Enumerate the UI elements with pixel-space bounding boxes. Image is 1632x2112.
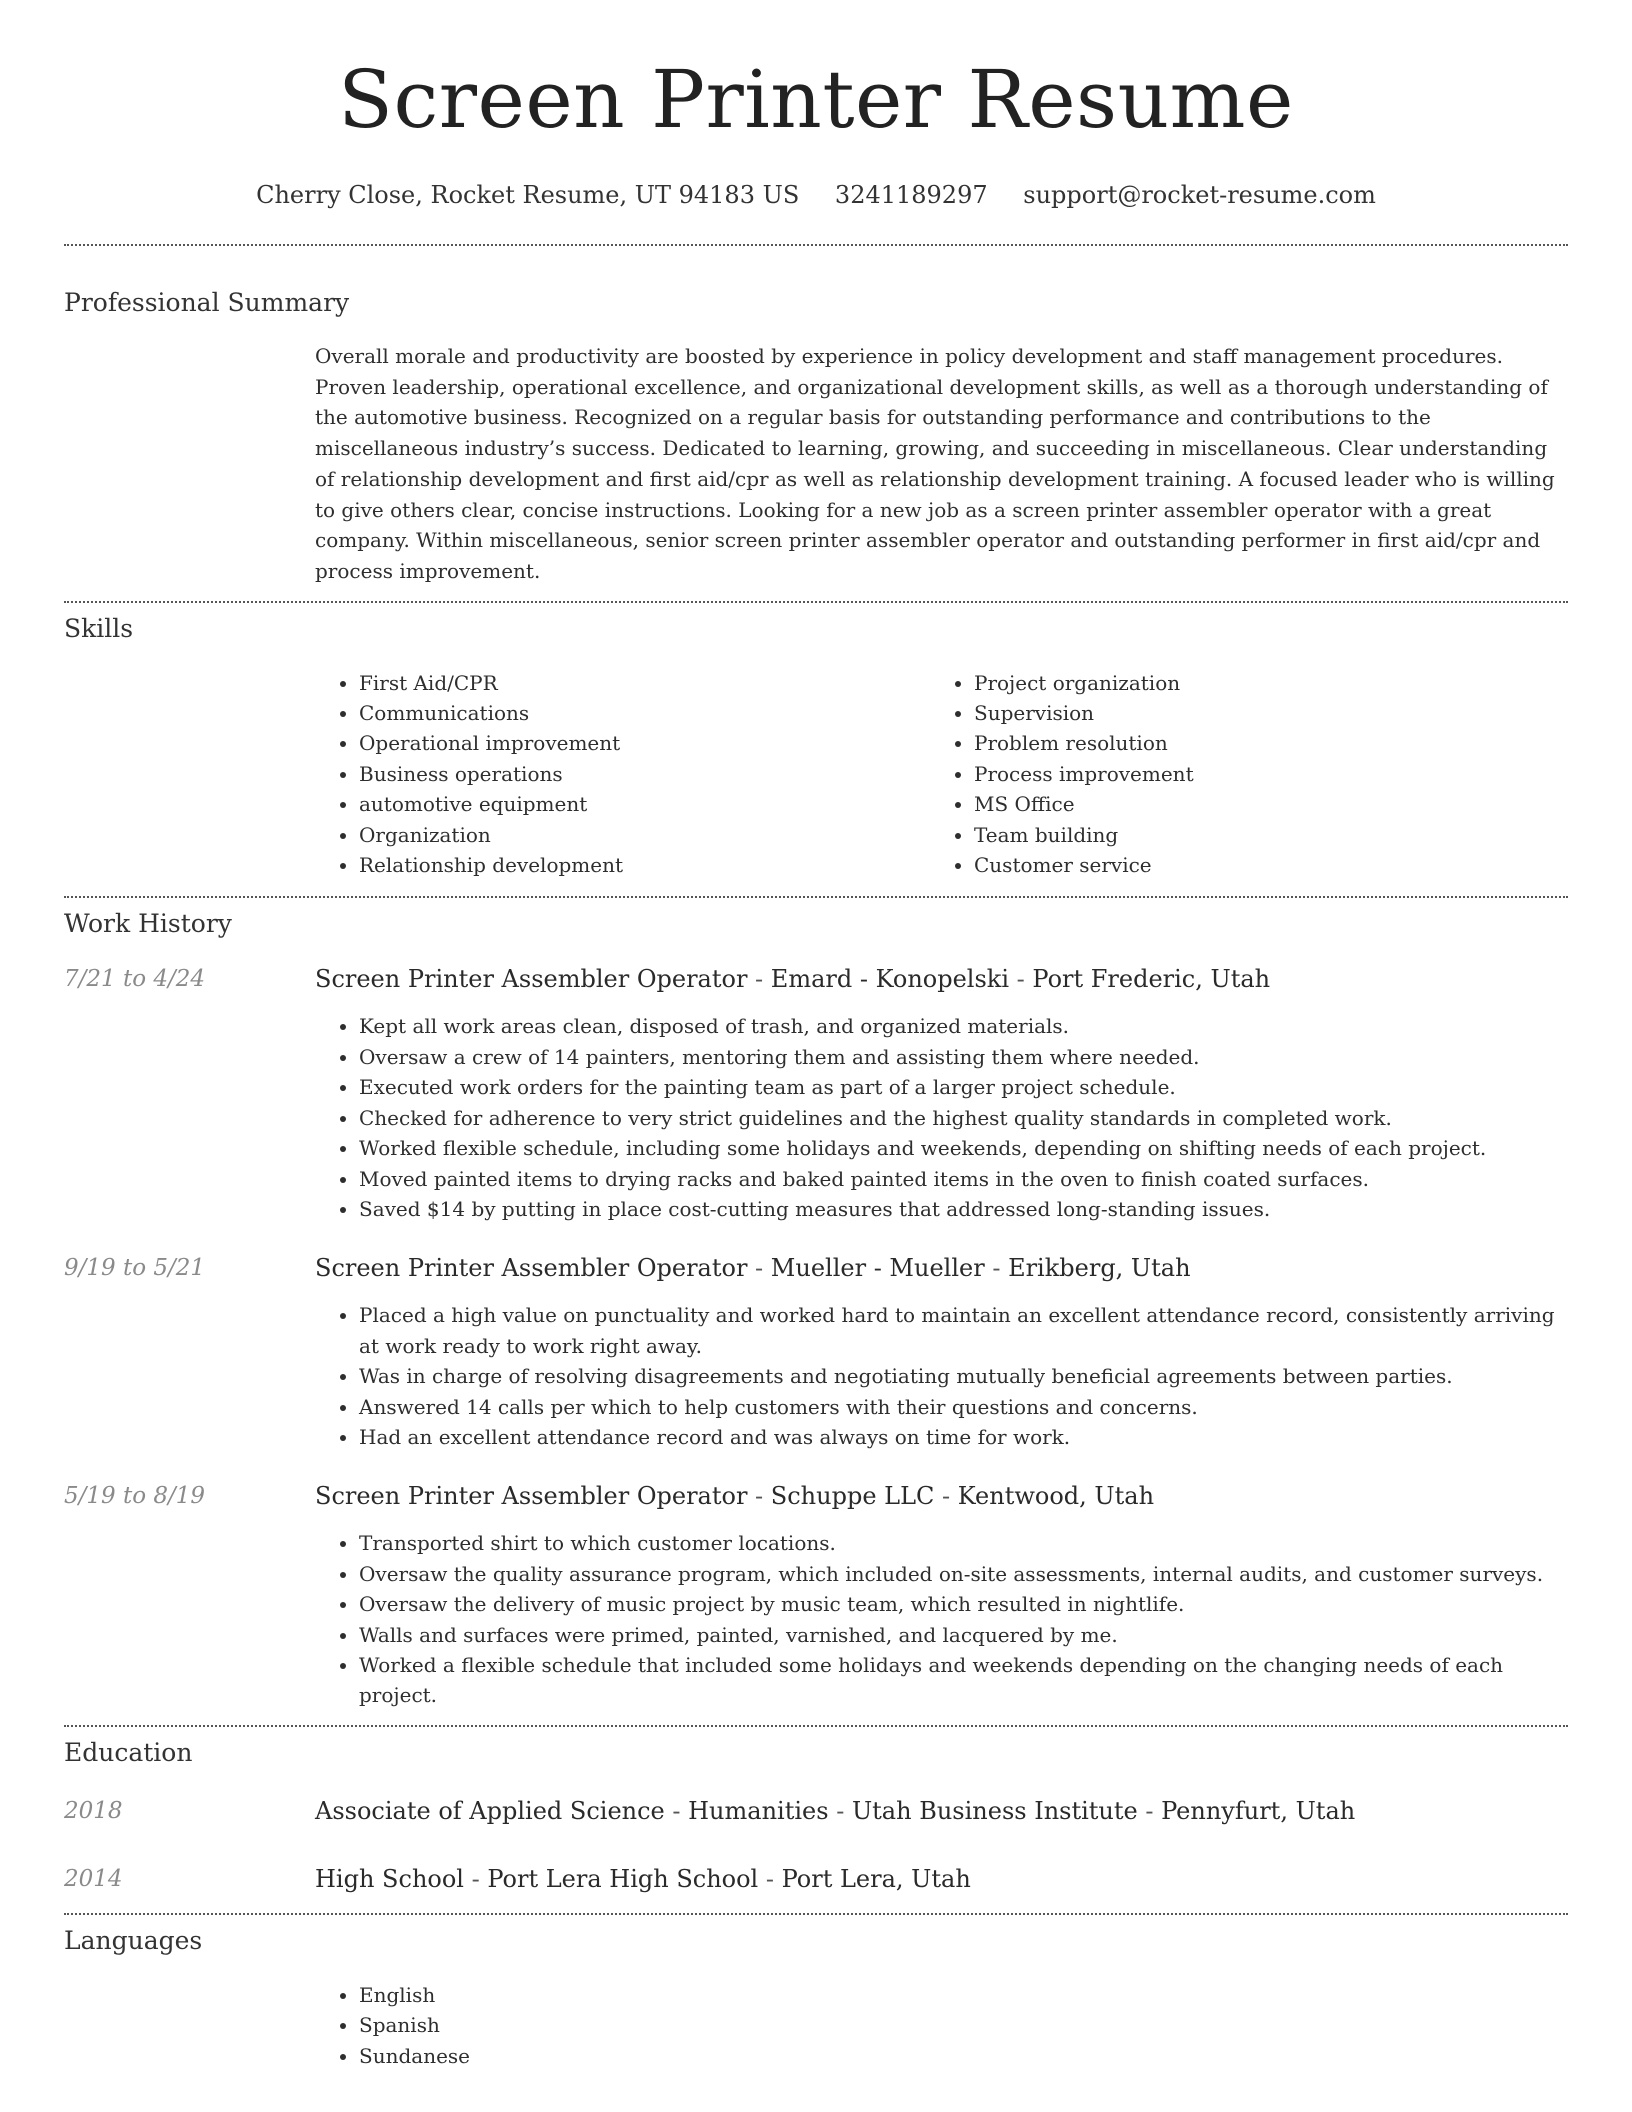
education-heading: Education: [64, 1737, 193, 1767]
job-bullet: • Oversaw the delivery of music project by music team, which resulted in nightlife.: [359, 1589, 1568, 1619]
job-dates: 7/21 to 4/24: [64, 966, 206, 993]
summary-heading: Professional Summary: [64, 288, 350, 317]
education-entry: [64, 1863, 1568, 1895]
skill-item: • Supervision: [974, 698, 1545, 728]
contact-line: [64, 180, 1568, 210]
languages-heading: Languages: [64, 1925, 203, 1955]
job-location: Port Frederic, Utah: [1032, 965, 1271, 994]
contact-address: Cherry Close, Rocket Resume, UT 94183 US: [256, 181, 800, 209]
contact-phone: 3241189297: [834, 181, 988, 209]
job-dates: 5/19 to 8/19: [64, 1483, 206, 1510]
job-bullet: • Worked a flexible schedule that included some holidays and weekends depending on the changing needs of each project.: [359, 1650, 1568, 1711]
education-field: Humanities: [688, 1796, 829, 1825]
language-item: • Sundanese: [359, 2041, 1568, 2071]
job-location: Erikberg, Utah: [1008, 1254, 1191, 1283]
job-bullet: • Checked for adherence to very strict guidelines and the highest quality standards in completed work.: [359, 1103, 1568, 1133]
skill-item: • Communications: [359, 698, 930, 728]
job-bullet: • Kept all work areas clean, disposed of trash, and organized materials.: [359, 1011, 1568, 1041]
job-role: Screen Printer Assembler Operator: [315, 965, 748, 994]
job-bullet: • Had an excellent attendance record and was always on time for work.: [359, 1422, 1568, 1452]
job-location: Kentwood, Utah: [957, 1482, 1155, 1511]
job-bullet: • Placed a high value on punctuality and worked hard to maintain an excellent attendance record, consistently arriving at work ready to work right away.: [359, 1300, 1568, 1361]
skills-heading: Skills: [64, 613, 134, 643]
skills-section: [64, 603, 1568, 881]
skill-item: • automotive equipment: [359, 789, 930, 819]
skill-item: • Organization: [359, 820, 930, 850]
language-item: • Spanish: [359, 2010, 1568, 2040]
job-bullet: • Walls and surfaces were primed, painted, varnished, and lacquered by me.: [359, 1620, 1568, 1650]
education-location: Pennyfurt, Utah: [1161, 1796, 1356, 1825]
languages-list: [315, 1980, 1568, 2071]
education-section: [64, 1727, 1568, 1895]
job-heading: Screen Printer Assembler Operator - Emard - Konopelski - Port Frederic, Utah: [315, 965, 1271, 994]
job-entry: [64, 1480, 1568, 1710]
skill-item: • Operational improvement: [359, 728, 930, 758]
skill-item: • Relationship development: [359, 850, 930, 880]
job-bullets: [315, 1011, 1568, 1224]
skills-list-right: [930, 668, 1545, 881]
job-bullet: • Was in charge of resolving disagreements and negotiating mutually beneficial agreements between parties.: [359, 1361, 1568, 1391]
job-bullet: • Saved $14 by putting in place cost-cutting measures that addressed long-standing issues.: [359, 1194, 1568, 1224]
job-entry: [64, 963, 1568, 1224]
job-bullet: • Oversaw a crew of 14 painters, mentoring them and assisting them where needed.: [359, 1042, 1568, 1072]
skill-item: • Project organization: [974, 668, 1545, 698]
skill-item: • Problem resolution: [974, 728, 1545, 758]
work-history-section: [64, 898, 1568, 1710]
job-bullet: • Transported shirt to which customer locations.: [359, 1528, 1568, 1558]
job-bullet: • Moved painted items to drying racks and baked painted items in the oven to finish coated surfaces.: [359, 1164, 1568, 1194]
job-bullet: • Worked flexible schedule, including some holidays and weekends, depending on shifting needs of each project.: [359, 1133, 1568, 1163]
resume-page: [64, 0, 1568, 2071]
skill-item: • MS Office: [974, 789, 1545, 819]
language-item: • English: [359, 1980, 1568, 2010]
skill-item: • Team building: [974, 820, 1545, 850]
education-degree: High School: [315, 1864, 464, 1893]
education-school: Utah Business Institute: [851, 1796, 1138, 1825]
job-role: Screen Printer Assembler Operator: [315, 1482, 748, 1511]
job-bullets: [315, 1528, 1568, 1710]
job-company: Emard - Konopelski: [770, 965, 1010, 994]
resume-title: Screen Printer Resume: [338, 53, 1294, 146]
education-heading-line: High School - Port Lera High School - Port Lera, Utah: [315, 1864, 971, 1893]
contact-email: support@rocket-resume.com: [1023, 181, 1376, 209]
education-year: 2014: [64, 1865, 123, 1892]
job-heading: Screen Printer Assembler Operator - Mueller - Mueller - Erikberg, Utah: [315, 1254, 1191, 1283]
skill-item: • First Aid/CPR: [359, 668, 930, 698]
skills-list-left: [315, 668, 930, 881]
summary-section: [64, 246, 1568, 587]
education-location: Port Lera, Utah: [781, 1864, 971, 1893]
education-year: 2018: [64, 1797, 123, 1824]
skill-item: • Customer service: [974, 850, 1545, 880]
job-bullet: • Oversaw the quality assurance program, which included on-site assessments, internal audits, and customer surveys.: [359, 1559, 1568, 1589]
job-bullets: [315, 1300, 1568, 1452]
job-heading: Screen Printer Assembler Operator - Schuppe LLC - Kentwood, Utah: [315, 1482, 1155, 1511]
job-dates: 9/19 to 5/21: [64, 1255, 206, 1282]
education-school: Port Lera High School: [487, 1864, 759, 1893]
education-entry: [64, 1795, 1568, 1827]
summary-text: Overall morale and productivity are boosted by experience in policy development and staff management procedures. Proven leadership, operational excellence, and organizational development skills, as well as a thorough understanding of the automotive business. Recognized on a regular basis for outstanding performance and contributions to the miscellaneous industry’s success. Dedicated to learning, growing, and succeeding in miscellaneous. Clear understanding of relationship development and first aid/cpr as well as relationship development training. A focused leader who is willing to give others clear, concise instructions. Looking for a new job as a screen printer assembler operator with a great company. Within miscellaneous, senior screen printer assembler operator and outstanding performer in first aid/cpr and process improvement.: [315, 344, 1555, 583]
education-degree: Associate of Applied Science: [315, 1796, 665, 1825]
skill-item: • Process improvement: [974, 759, 1545, 789]
education-heading-line: Associate of Applied Science - Humanities - Utah Business Institute - Pennyfurt, Utah: [315, 1796, 1356, 1825]
job-bullet: • Answered 14 calls per which to help customers with their questions and concerns.: [359, 1392, 1568, 1422]
languages-section: [64, 1915, 1568, 2071]
job-role: Screen Printer Assembler Operator: [315, 1254, 748, 1283]
job-company: Mueller - Mueller: [770, 1254, 985, 1283]
job-entry: [64, 1252, 1568, 1452]
job-bullet: • Executed work orders for the painting team as part of a larger project schedule.: [359, 1072, 1568, 1102]
skill-item: • Business operations: [359, 759, 930, 789]
job-company: Schuppe LLC: [770, 1482, 935, 1511]
work-history-heading: Work History: [64, 909, 232, 939]
